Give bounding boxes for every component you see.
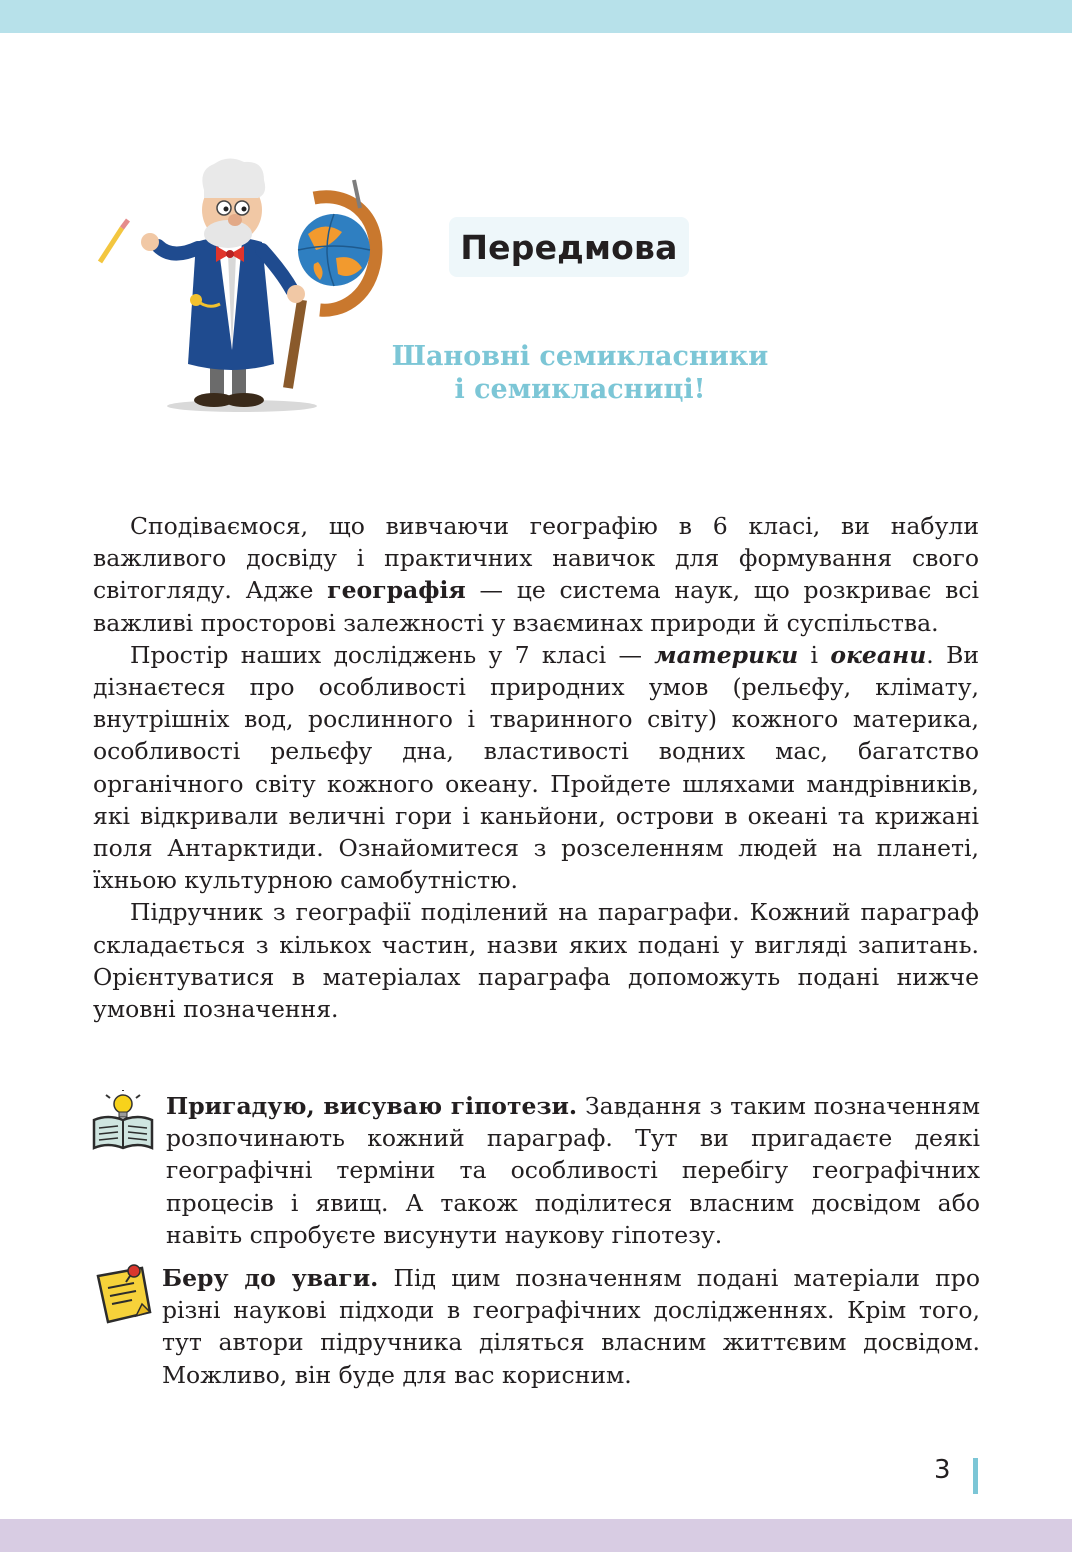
page-title: Передмова [460, 227, 678, 267]
legend-item-2-text [162, 1262, 980, 1391]
bottom-color-band [0, 1519, 1072, 1552]
intro-p1-text-rest: — це система наук, що розкриває всі важливі просторові залежності у взаєминах природи й суспільства. [93, 576, 980, 637]
professor-with-globe-illustration [92, 150, 392, 415]
page-number-accent-bar [973, 1458, 978, 1494]
intro-p2-emphasis-2: океани [830, 640, 927, 669]
legend-item-1-text [166, 1090, 980, 1251]
top-color-band [0, 0, 1072, 33]
intro-paragraph-1 [93, 510, 979, 639]
book-lightbulb-icon [90, 1090, 156, 1156]
intro-p1-bold-term: географія [327, 576, 466, 605]
intro-paragraph-3: Підручник з географії поділений на параграфи. Кожний параграф складається з кількох частин, назви яких подані у вигляді запитань. Орієнтуватися в матеріалах параграфа допоможуть подані нижче умовні позначення. [93, 898, 979, 1024]
sticky-note-pin-icon [90, 1262, 154, 1328]
intro-text [93, 510, 979, 1025]
greeting [360, 340, 800, 406]
greeting-line-1: Шановні семикласники [391, 341, 769, 372]
legend-item-take-note [90, 1262, 980, 1391]
intro-p2-text: Простір наших досліджень у 7 класі — [130, 640, 655, 669]
page-number: 3 [934, 1455, 951, 1485]
greeting-line-2: і семикласниці! [454, 374, 706, 405]
legend-item-1-heading: Пригадую, висуваю гіпотези. [166, 1092, 578, 1120]
intro-paragraph-2 [93, 639, 979, 897]
legend-item-2-heading: Беру до уваги. [162, 1264, 379, 1292]
title-box [449, 217, 689, 277]
legend-item-1-description: Завдання з таким позначенням розпочинають кожний параграф. Тут ви пригадаєте деякі географічні терміни та особливості перебігу географічних процесів і явищ. А також поділитеся власним досвідом або навіть спробуєте висунути наукову гіпотезу. [166, 1092, 980, 1249]
intro-p2-emphasis-1: материки [654, 640, 799, 669]
legend-item-2-description: Під цим позначенням подані матеріали про різні наукові підходи в географічних дослідженнях. Крім того, тут автори підручника діляться власним життєвим досвідом. Можливо, він буде для вас корисним. [162, 1264, 980, 1389]
intro-p2-connector: і [798, 640, 831, 669]
intro-p1-text: Сподіваємося, що вивчаючи географію в 6 класі, ви набули важливого досвіду і практичних навичок для формування свого світогляду. Адже [93, 512, 979, 605]
intro-p2-text-rest: . Ви дізнаєтеся про особливості природних умов (рельєфу, клімату, внутрішніх вод, рослинного і тваринного світу) кожного материка, особливості рельєфу дна, властивості водних мас, багатство органічного світу кожного океану. Пройдете шляхами мандрівників, які відкривали величні гори і каньйони, острови в океані та крижані поля Антарктиди. Ознайомитеся з розселенням людей на планеті, їхньою культурною самобутністю. [93, 640, 980, 895]
legend-item-hypotheses [90, 1090, 980, 1251]
